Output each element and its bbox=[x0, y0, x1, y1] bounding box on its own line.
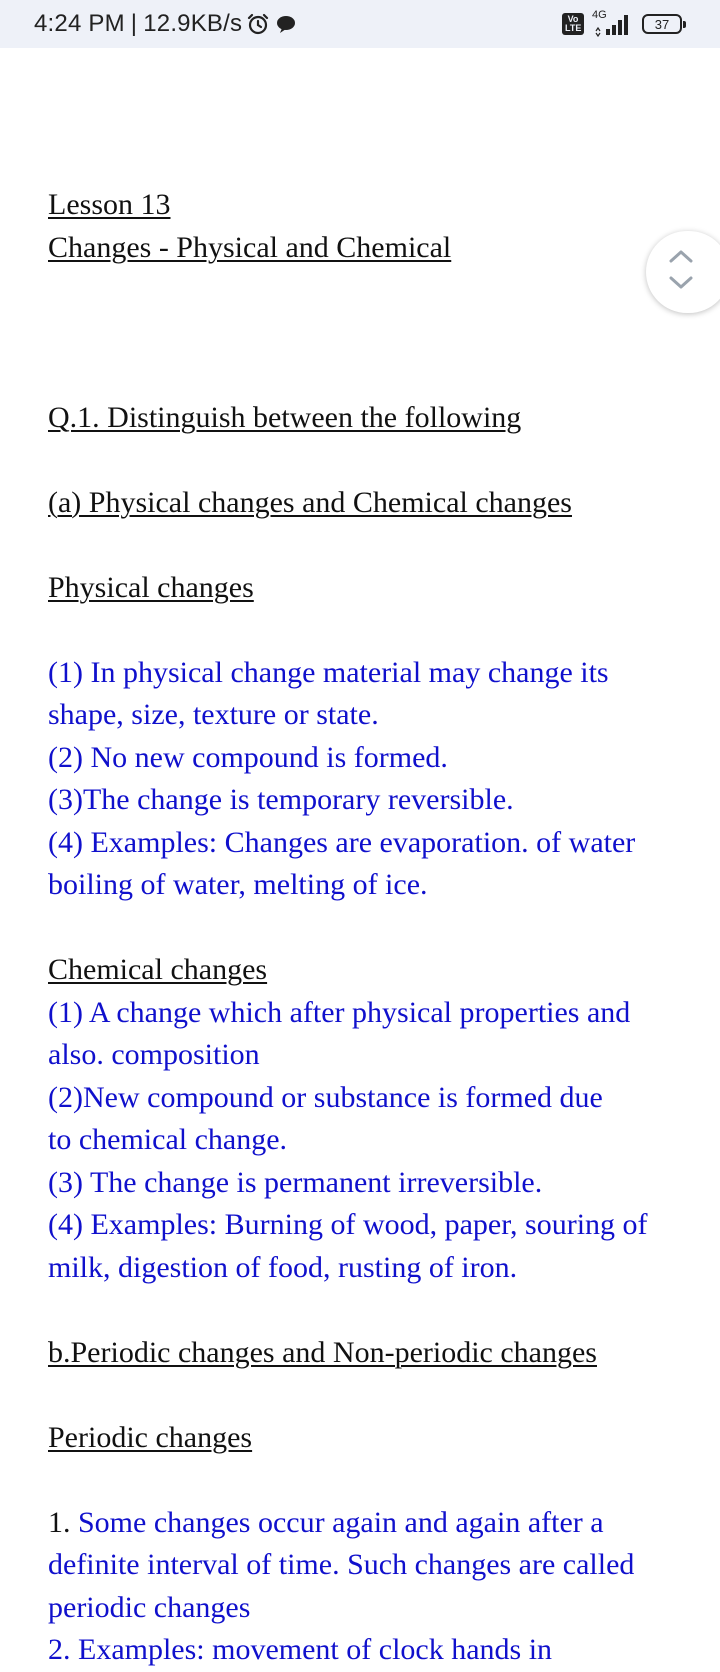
chemical-point-4: (4) Examples: Burning of wood, paper, souring of milk, digestion of food, rusting of iron. bbox=[48, 1208, 648, 1284]
document-content bbox=[48, 184, 678, 1672]
status-bar bbox=[0, 0, 720, 48]
part-a-heading: (a) Physical changes and Chemical changes bbox=[48, 485, 572, 519]
alarm-clock-icon bbox=[246, 12, 270, 36]
chemical-point-1: (1) A change which after physical properties and also. composition bbox=[48, 995, 631, 1071]
status-left bbox=[34, 0, 298, 48]
physical-changes-heading: Physical changes bbox=[48, 570, 254, 604]
network-speed: 12.9KB/s bbox=[143, 10, 243, 37]
chemical-point-2: (2)New compound or substance is formed due to chemical change. bbox=[48, 1080, 603, 1156]
chat-bubble-icon bbox=[274, 12, 298, 36]
chevron-down-icon[interactable] bbox=[668, 275, 694, 296]
chemical-point-3: (3) The change is permanent irreversible. bbox=[48, 1165, 543, 1199]
volte-icon: Vo LTE bbox=[562, 13, 584, 35]
battery-level: 37 bbox=[654, 16, 670, 32]
scroll-control[interactable] bbox=[646, 231, 720, 313]
chemical-changes-heading: Chemical changes bbox=[48, 953, 268, 986]
physical-point-4: (4) Examples: Changes are evaporation. of water boiling of water, melting of ice. bbox=[48, 825, 636, 901]
status-right bbox=[562, 0, 682, 48]
question-heading: Q.1. Distinguish between the following bbox=[48, 400, 522, 434]
periodic-point-1 bbox=[48, 1502, 678, 1630]
signal-icon bbox=[592, 11, 634, 37]
physical-point-3: (3)The change is temporary reversible. bbox=[48, 783, 514, 816]
chevron-up-icon[interactable] bbox=[668, 248, 694, 269]
lesson-title: Changes - Physical and Chemical bbox=[48, 230, 452, 264]
battery-icon bbox=[642, 14, 682, 34]
status-separator: | bbox=[130, 10, 138, 37]
physical-point-1: (1) In physical change material may change its shape, size, texture or state. bbox=[48, 655, 609, 731]
part-b-heading: b.Periodic changes and Non-periodic changes bbox=[48, 1335, 597, 1369]
periodic-point-1-number: 1. bbox=[48, 1505, 71, 1539]
periodic-point-2: 2. Examples: movement of clock hands in bbox=[48, 1633, 553, 1666]
periodic-point-1-text: Some changes occur again and again after a definite interval of time. Such changes are called periodic changes bbox=[48, 1505, 635, 1624]
physical-point-2: (2) No new compound is formed. bbox=[48, 740, 448, 774]
lesson-number: Lesson 13 bbox=[48, 188, 171, 221]
network-type: 4G bbox=[592, 9, 607, 21]
periodic-changes-heading: Periodic changes bbox=[48, 1420, 253, 1454]
status-time: 4:24 PM bbox=[34, 10, 125, 37]
